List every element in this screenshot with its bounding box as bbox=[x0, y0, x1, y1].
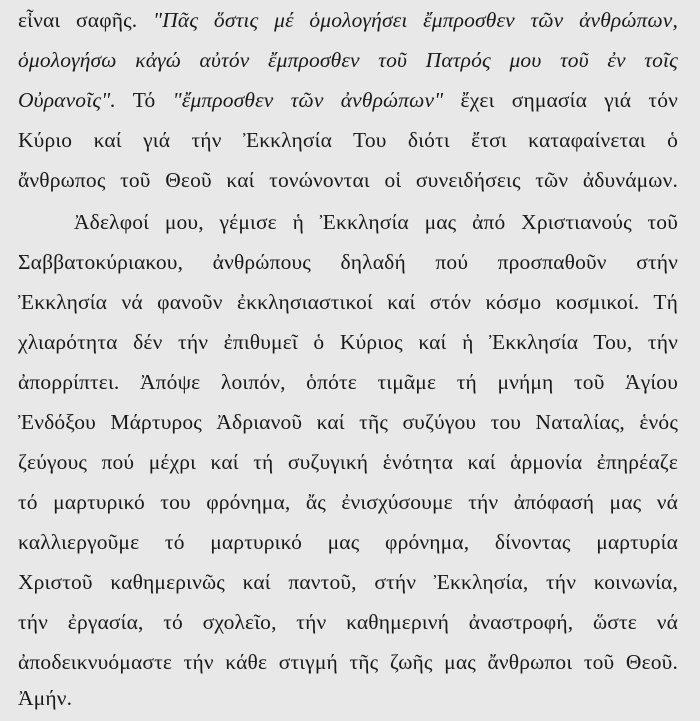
text-line: ἄνθρωπος τοῦ Θεοῦ καί τονώνονται οἱ συνειδήσεις τῶν ἀδυνάμων. bbox=[18, 168, 678, 192]
text-line: Χριστοῦ καθημερινῶς καί παντοῦ, στήν Ἐκκλησία, τήν κοινωνία, bbox=[18, 570, 678, 594]
text-line: τήν ἐργασία, τό σχολεῖο, τήν καθημερινή ἀναστροφή, ὥστε νά bbox=[18, 610, 678, 634]
text-line: Ἐκκλησία νά φανοῦν ἐκκλησιαστικοί καί στόν κόσμο κοσμικοί. Τή bbox=[18, 290, 678, 314]
text-line: ἀποδεικνυόμαστε τήν κάθε στιγμή τῆς ζωῆς μας ἄνθρωποι τοῦ Θεοῦ. bbox=[18, 650, 678, 674]
text-line: ὁμολογήσω κἀγώ αὐτόν ἔμπροσθεν τοῦ Πατρός μου τοῦ ἐν τοῖς bbox=[18, 48, 678, 72]
quotation-italic: "ἔμπροσθεν τῶν ἀνθρώπων" bbox=[172, 88, 444, 112]
text-line-amen: Ἀμήν. bbox=[18, 686, 73, 710]
text-line: Σαββατοκύριακου, ἀνθρώπους δηλαδή πού προσπαθοῦν στήν bbox=[18, 250, 678, 274]
text-segment: ἔχει σημασία γιά τόν bbox=[443, 88, 678, 112]
text-line: τό μαρτυρικό του φρόνημα, ἄς ἐνισχύσουμε τήν ἀπόφασή μας νά bbox=[18, 490, 678, 514]
text-line bbox=[18, 4, 678, 36]
quotation-italic: "Πᾶς ὅστις μέ ὁμολογήσει ἔμπροσθεν τῶν ἀνθρώπων, bbox=[153, 8, 678, 32]
text-line: Ἐνδόξου Μάρτυρος Ἀδριανοῦ καί τῆς συζύγου του Ναταλίας, ἑνός bbox=[18, 410, 678, 434]
text-line: ἀπορρίπτει. Ἀπόψε λοιπόν, ὁπότε τιμᾶμε τή μνήμη τοῦ Ἁγίου bbox=[18, 370, 678, 394]
quotation-italic: Οὐρανοῖς". bbox=[18, 88, 116, 112]
text-line: ζεύγους πού μέχρι καί τή συζυγική ἑνότητα καί ἁρμονία ἐπηρέαζε bbox=[18, 450, 678, 474]
text-line bbox=[18, 84, 678, 116]
text-line: καλλιεργοῦμε τό μαρτυρικό μας φρόνημα, δίνοντας μαρτυρία bbox=[18, 530, 678, 554]
text-line: χλιαρότητα δέν τήν ἐπιθυμεῖ ὁ Κύριος καί ἡ Ἐκκλησία Του, τήν bbox=[18, 330, 678, 354]
text-line: Κύριο καί γιά τήν Ἐκκλησία Του διότι ἔτσι καταφαίνεται ὁ bbox=[18, 128, 678, 152]
text-segment: εἶναι σαφῆς. bbox=[18, 8, 154, 32]
text-segment: Τό bbox=[115, 88, 173, 112]
text-line: Ἀδελφοί μου, γέμισε ἡ Ἐκκλησία μας ἀπό Χριστιανούς τοῦ bbox=[74, 210, 678, 234]
